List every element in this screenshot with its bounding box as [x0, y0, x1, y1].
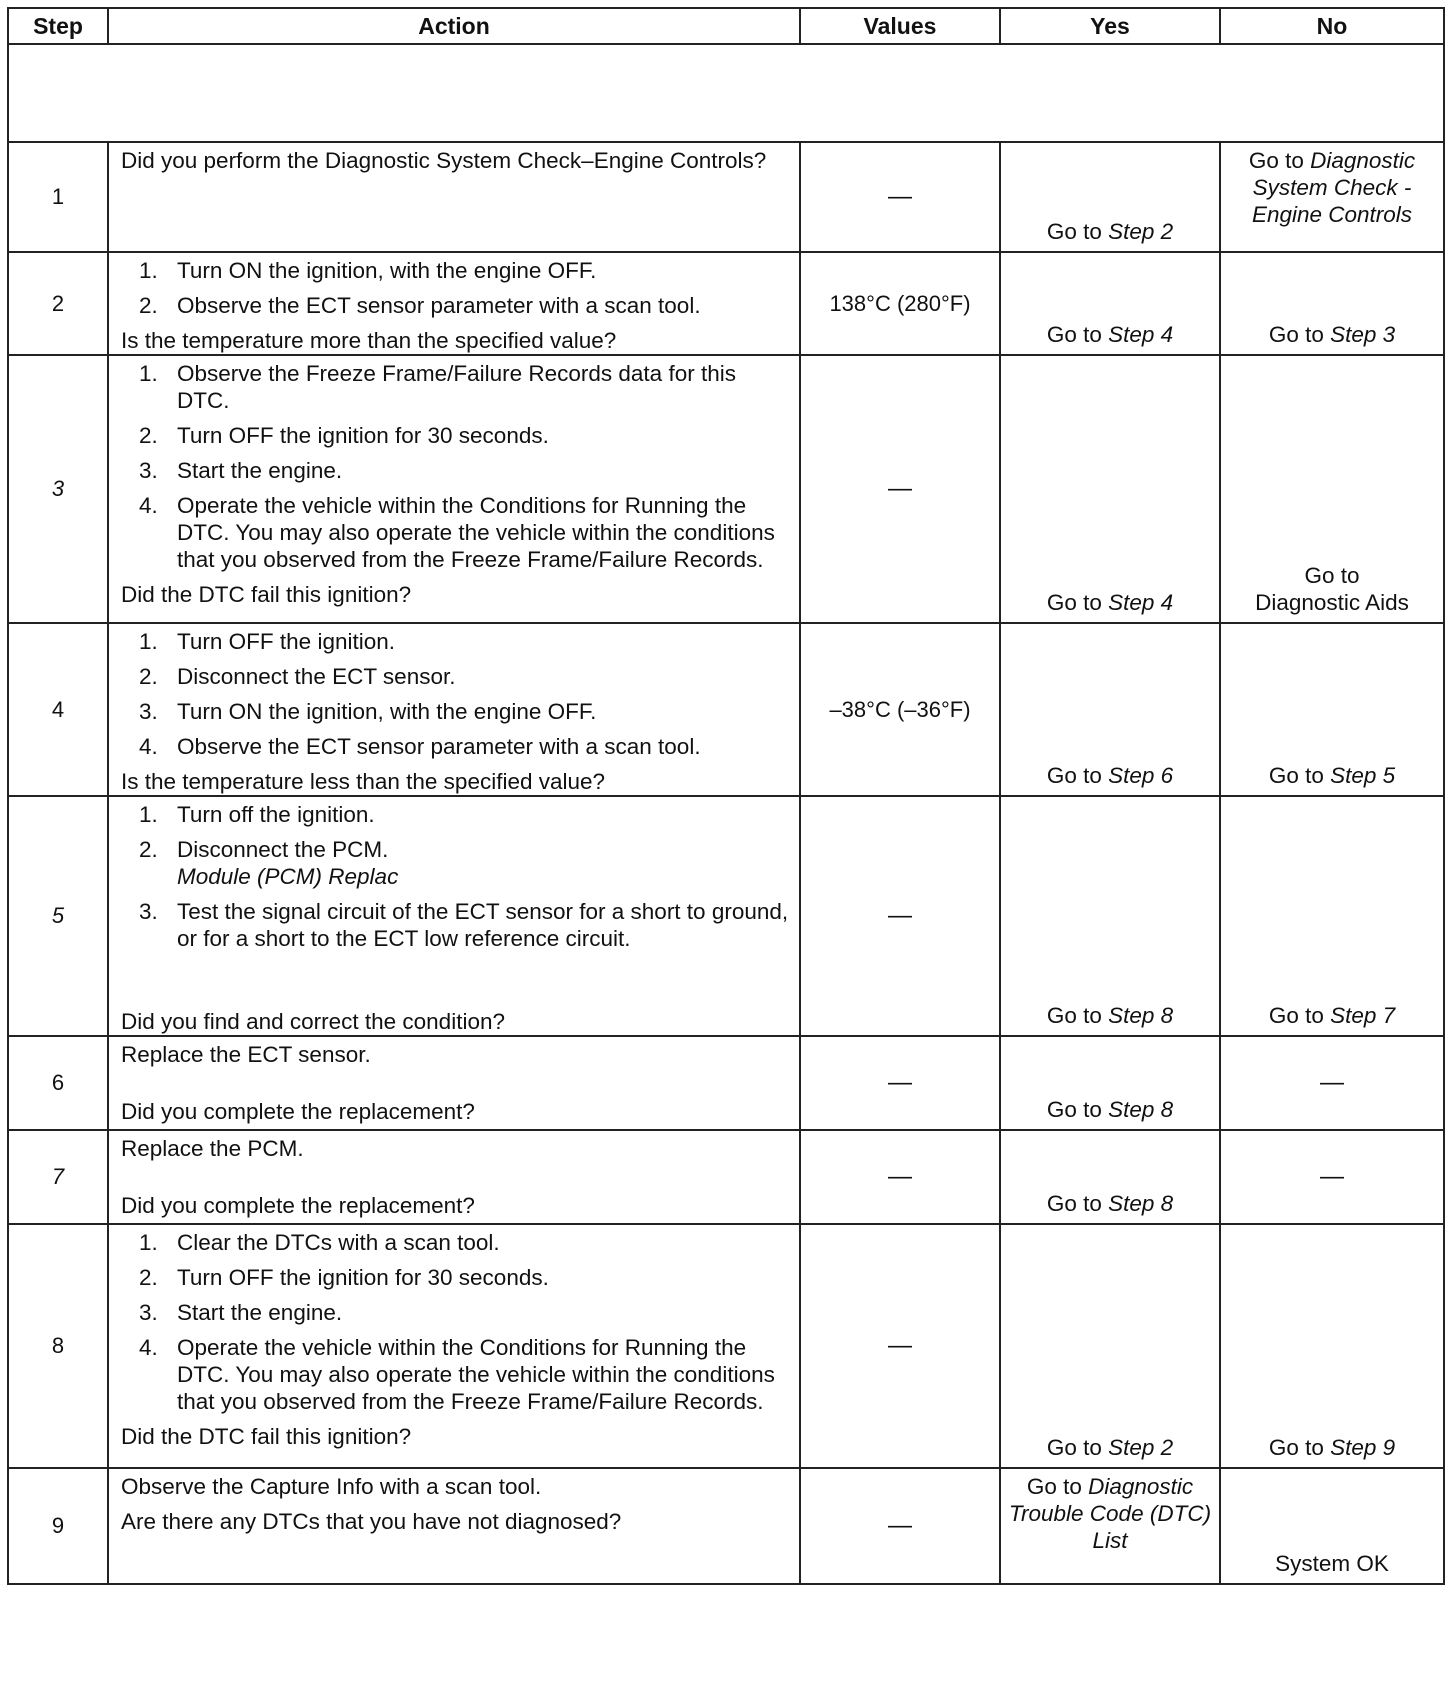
- no-cell[interactable]: Go to Step 3: [1220, 252, 1444, 355]
- list-item: 2. Disconnect the ECT sensor.: [139, 664, 456, 689]
- action-instruction: Observe the Capture Info with a scan tool.: [121, 1474, 542, 1499]
- list-item: 3. Start the engine.: [139, 458, 343, 483]
- yes-link[interactable]: Step 4: [1108, 322, 1174, 347]
- list-item: 2. Observe the ECT sensor parameter with a scan tool.: [139, 293, 701, 318]
- no-cell[interactable]: [1220, 142, 1444, 252]
- action-question: Is the temperature more than the specified value?: [121, 328, 617, 353]
- header-yes: Yes: [1000, 8, 1220, 44]
- table-row-step-7: [8, 1130, 1444, 1224]
- action-question: Did you complete the replacement?: [121, 1193, 475, 1218]
- value-cell: —: [800, 1036, 1000, 1130]
- action-question: Are there any DTCs that you have not diagnosed?: [121, 1509, 622, 1534]
- list-item: 2. Turn OFF the ignition for 30 seconds.: [139, 423, 549, 448]
- header-no: No: [1220, 8, 1444, 44]
- action-cell: [108, 252, 800, 355]
- table-row-step-5: [8, 796, 1444, 1036]
- list-item: 4. Observe the ECT sensor parameter with a scan tool.: [139, 734, 701, 759]
- action-question: Is the temperature less than the specified value?: [121, 769, 606, 794]
- no-cell: —: [1220, 1130, 1444, 1224]
- list-item: 4. Operate the vehicle within the Conditions for Running the DTC. You may also operate the vehicle within the conditions that you observed from the Freeze Frame/Failure Records.: [139, 493, 775, 572]
- header-action: Action: [108, 8, 800, 44]
- no-cell[interactable]: Go to Step 5: [1220, 623, 1444, 796]
- no-link[interactable]: Diagnostic Aids: [1255, 590, 1409, 615]
- value-cell: —: [800, 796, 1000, 1036]
- yes-cell[interactable]: Go to Step 8: [1000, 796, 1220, 1036]
- no-cell[interactable]: Go to Step 7: [1220, 796, 1444, 1036]
- action-cell: [108, 1130, 800, 1224]
- step-number: 8: [8, 1224, 108, 1468]
- yes-cell[interactable]: Go to Step 6: [1000, 623, 1220, 796]
- table-row-step-2: [8, 252, 1444, 355]
- header-row: [8, 8, 1444, 44]
- action-question: Did you perform the Diagnostic System Check–Engine Controls?: [121, 148, 767, 173]
- value-cell: 138°C (280°F): [800, 252, 1000, 355]
- yes-link[interactable]: Step 8: [1108, 1003, 1174, 1028]
- value-cell: —: [800, 1468, 1000, 1584]
- no-link[interactable]: Step 7: [1330, 1003, 1396, 1028]
- schematic-reference-row: [8, 44, 1444, 142]
- step-number: 4: [8, 623, 108, 796]
- yes-cell[interactable]: Go to Step 2: [1000, 1224, 1220, 1468]
- list-item-subtext: Module (PCM) Replac: [177, 864, 399, 889]
- action-list: [121, 257, 791, 319]
- value-cell: –38°C (–36°F): [800, 623, 1000, 796]
- step-number: 1: [8, 142, 108, 252]
- schematic-reference-cell: [8, 44, 1444, 142]
- table-row-step-3: [8, 355, 1444, 623]
- action-cell: [108, 623, 800, 796]
- yes-cell[interactable]: Go to Diagnostic Trouble Code (DTC) List: [1000, 1468, 1220, 1584]
- list-item: 1. Clear the DTCs with a scan tool.: [139, 1230, 500, 1255]
- list-item: 2. Turn OFF the ignition for 30 seconds.: [139, 1265, 549, 1290]
- header-values: Values: [800, 8, 1000, 44]
- no-link[interactable]: Step 5: [1330, 763, 1396, 788]
- action-question: Did you find and correct the condition?: [121, 1009, 505, 1034]
- yes-cell[interactable]: [1000, 142, 1220, 252]
- value-cell: —: [800, 355, 1000, 623]
- yes-link[interactable]: Step 2: [1108, 1435, 1174, 1460]
- step-number: 5: [8, 796, 108, 1036]
- action-cell: [108, 1468, 800, 1584]
- table-row-step-1: [8, 142, 1444, 252]
- yes-link[interactable]: Step 8: [1108, 1097, 1174, 1122]
- action-instruction: Replace the ECT sensor.: [121, 1042, 371, 1067]
- yes-prefix: Go to: [1046, 219, 1109, 244]
- action-list: [121, 801, 791, 952]
- no-link[interactable]: Step 9: [1330, 1435, 1396, 1460]
- action-cell: [108, 796, 800, 1036]
- no-cell[interactable]: Go to Step 9: [1220, 1224, 1444, 1468]
- action-cell: [108, 1036, 800, 1130]
- list-item: 3. Test the signal circuit of the ECT sensor for a short to ground, or for a short to the ECT low reference circuit.: [139, 899, 789, 951]
- yes-cell[interactable]: Go to Step 4: [1000, 355, 1220, 623]
- action-question: Did the DTC fail this ignition?: [121, 582, 412, 607]
- yes-link[interactable]: Step 8: [1108, 1191, 1174, 1216]
- yes-link[interactable]: Step 6: [1108, 763, 1174, 788]
- table-row-step-6: [8, 1036, 1444, 1130]
- no-cell: System OK: [1220, 1468, 1444, 1584]
- no-link[interactable]: Diagnostic System Check - Engine Controls: [1251, 148, 1416, 227]
- action-list: [121, 628, 791, 760]
- header-step: Step: [8, 8, 108, 44]
- list-item: 1. Turn ON the ignition, with the engine OFF.: [139, 258, 597, 283]
- action-cell: [108, 1224, 800, 1468]
- list-item: 2. Disconnect the PCM. Module (PCM) Replac: [139, 837, 399, 889]
- yes-cell[interactable]: Go to Step 8: [1000, 1130, 1220, 1224]
- action-cell: [108, 142, 800, 252]
- table-row-step-8: [8, 1224, 1444, 1468]
- diagnostic-table-page: [7, 7, 1443, 1585]
- list-item: 1. Turn off the ignition.: [139, 802, 375, 827]
- no-cell[interactable]: Go to Diagnostic Aids: [1220, 355, 1444, 623]
- yes-link[interactable]: Step 2: [1108, 219, 1174, 244]
- yes-link[interactable]: Step 4: [1108, 590, 1174, 615]
- list-item: 4. Operate the vehicle within the Conditions for Running the DTC. You may also operate the vehicle within the conditions that you observed from the Freeze Frame/Failure Records.: [139, 1335, 775, 1414]
- step-number: 2: [8, 252, 108, 355]
- action-question: Did the DTC fail this ignition?: [121, 1424, 412, 1449]
- table-row-step-9: [8, 1468, 1444, 1584]
- action-question: Did you complete the replacement?: [121, 1099, 475, 1124]
- list-item: 3. Turn ON the ignition, with the engine OFF.: [139, 699, 597, 724]
- no-prefix: Go to: [1248, 148, 1311, 173]
- table-row-step-4: [8, 623, 1444, 796]
- step-number: 6: [8, 1036, 108, 1130]
- action-cell: [108, 355, 800, 623]
- no-link[interactable]: Step 3: [1330, 322, 1396, 347]
- diagnostic-table: [7, 7, 1445, 1585]
- no-cell: —: [1220, 1036, 1444, 1130]
- action-list: [121, 1229, 791, 1415]
- step-number: 9: [8, 1468, 108, 1584]
- list-item: 1. Observe the Freeze Frame/Failure Records data for this DTC.: [139, 361, 736, 413]
- yes-cell[interactable]: Go to Step 8: [1000, 1036, 1220, 1130]
- action-list: [121, 360, 791, 573]
- value-cell: —: [800, 1130, 1000, 1224]
- value-cell: —: [800, 142, 1000, 252]
- yes-link[interactable]: Diagnostic Trouble Code (DTC) List: [1008, 1474, 1212, 1553]
- step-number: 3: [8, 355, 108, 623]
- value-cell: —: [800, 1224, 1000, 1468]
- action-instruction: Replace the PCM.: [121, 1136, 304, 1161]
- list-item: 3. Start the engine.: [139, 1300, 343, 1325]
- yes-cell[interactable]: Go to Step 4: [1000, 252, 1220, 355]
- list-item: 1. Turn OFF the ignition.: [139, 629, 396, 654]
- step-number: 7: [8, 1130, 108, 1224]
